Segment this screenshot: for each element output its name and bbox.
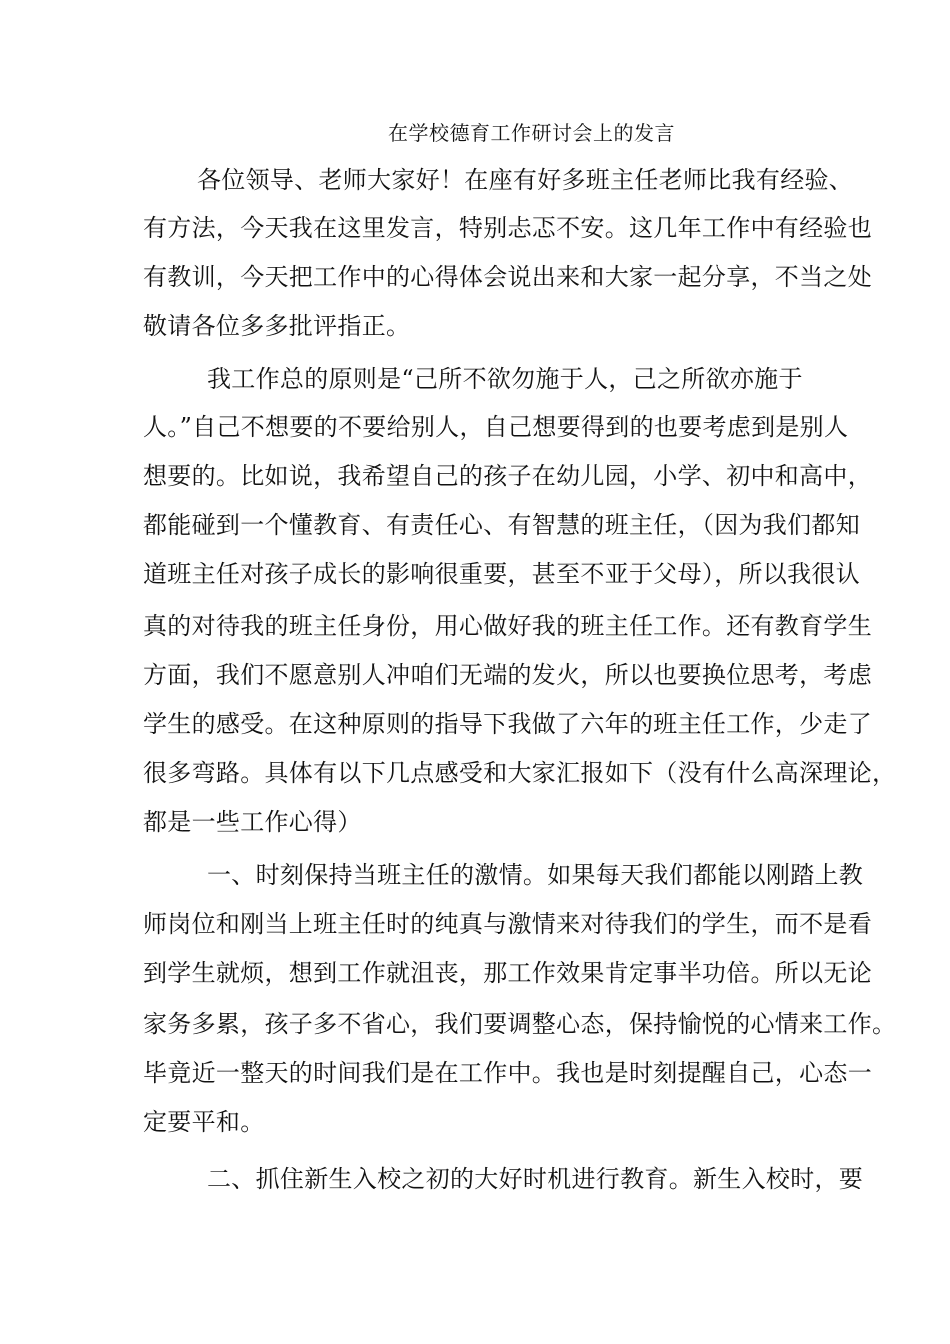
paragraph-1-line-2: 有方法，今天我在这里发言，特别忐忑不安。这几年工作中有经验也 (143, 214, 872, 242)
paragraph-1-line-1: 各位领导、老师大家好！在座有好多班主任老师比我有经验、 (197, 166, 854, 194)
paragraph-2-line-5: 道班主任对孩子成长的影响很重要，甚至不亚于父母），所以我很认 (143, 560, 860, 588)
paragraph-3-line-4: 家务多累，孩子多不省心，我们要调整心态，保持愉悦的心情来工作。 (143, 1010, 897, 1038)
paragraph-1-line-4: 敬请各位多多批评指正。 (143, 312, 411, 340)
paragraph-3-line-1: 一、时刻保持当班主任的激情。如果每天我们都能以刚踏上教 (207, 861, 864, 889)
paragraph-2-line-8: 学生的感受。在这种原则的指导下我做了六年的班主任工作，少走了 (143, 710, 872, 738)
paragraph-2-line-1: 我工作总的原则是“己所不欲勿施于人，己之所欲亦施于 (207, 365, 803, 393)
paragraph-3-line-5: 毕竟近一整天的时间我们是在工作中。我也是时刻提醒自己，心态一 (143, 1059, 872, 1087)
paragraph-2-line-9: 很多弯路。具体有以下几点感受和大家汇报如下（没有什么高深理论， (143, 759, 897, 787)
paragraph-2-line-10: 都是一些工作心得） (143, 808, 362, 836)
paragraph-3-line-6: 定要平和。 (143, 1108, 265, 1136)
paragraph-1-line-3: 有教训，今天把工作中的心得体会说出来和大家一起分享，不当之处 (143, 263, 872, 291)
paragraph-2-line-2: 人。”自己不想要的不要给别人，自己想要得到的也要考虑到是别人 (143, 413, 849, 441)
document-title: 在学校德育工作研讨会上的发言 (388, 121, 675, 145)
paragraph-2-line-3: 想要的。比如说，我希望自己的孩子在幼儿园，小学、初中和高中， (143, 462, 872, 490)
paragraph-2-line-7: 方面，我们不愿意别人冲咱们无端的发火，所以也要换位思考，考虑 (143, 661, 872, 689)
paragraph-3-line-3: 到学生就烦，想到工作就沮丧，那工作效果肯定事半功倍。所以无论 (143, 959, 872, 987)
paragraph-3-line-2: 师岗位和刚当上班主任时的纯真与激情来对待我们的学生，而不是看 (143, 910, 872, 938)
paragraph-4-line-1: 二、抓住新生入校之初的大好时机进行教育。新生入校时，要 (207, 1165, 864, 1193)
paragraph-2-line-4: 都能碰到一个懂教育、有责任心、有智慧的班主任，（因为我们都知 (143, 511, 860, 539)
paragraph-2-line-6: 真的对待我的班主任身份，用心做好我的班主任工作。还有教育学生 (143, 612, 872, 640)
